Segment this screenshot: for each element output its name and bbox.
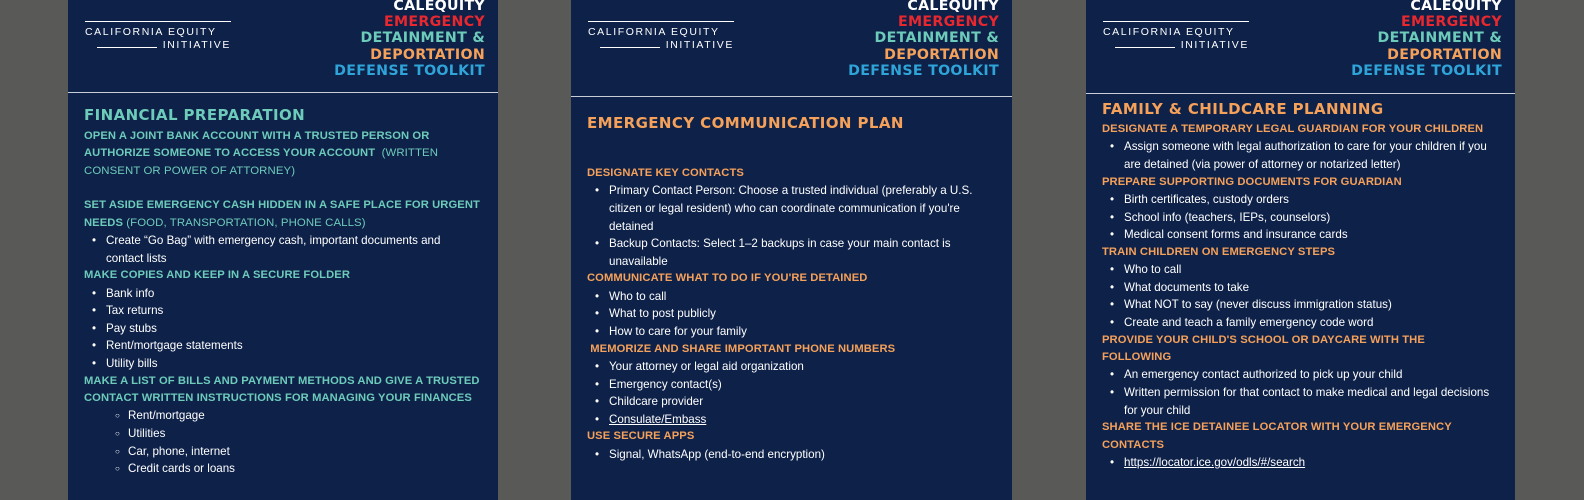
toolkit-title-line: DETAINMENT & [360, 30, 485, 47]
step-heading: COMMUNICATE WHAT TO DO IF YOU'RE DETAINED [587, 272, 868, 285]
bullet-list [587, 288, 994, 341]
page-content [587, 114, 994, 463]
list-item: • Primary Contact Person: Choose a trusted individual (preferably a U.S. citizen or legal resident) who can coordinate communication if you're detained [587, 182, 994, 235]
step-heading: USE SECURE APPS [587, 430, 695, 443]
step-heading: DESIGNATE KEY CONTACTS [587, 167, 744, 179]
bullet-list [587, 182, 994, 270]
toolkit-title-line: DETAINMENT & [1377, 30, 1502, 47]
bullet-list [1102, 261, 1497, 331]
toolkit-page-family [1086, 0, 1515, 500]
toolkit-page-financial [68, 0, 498, 500]
heading-note: (WRITTEN CONSENT OR POWER OF ATTORNEY) [84, 147, 439, 177]
heading-text: SET ASIDE EMERGENCY CASH HIDDEN IN A SAFE PLACE FOR URGENT NEEDS [84, 199, 480, 229]
toolkit-title-line: CALEQUITY [907, 0, 999, 14]
logo-rule-icon [588, 21, 734, 22]
header-divider [68, 92, 498, 93]
toolkit-title [1351, 0, 1502, 79]
logo-rule-icon [1115, 47, 1175, 48]
toolkit-title-line: DEPORTATION [370, 46, 485, 63]
step-heading: MAKE A LIST OF BILLS AND PAYMENT METHODS AND GIVE A TRUSTED CONTACT WRITTEN INSTRUCTIONS FOR MANAGING YOUR FINANCES [84, 374, 480, 404]
list-item: • Tax returns [84, 302, 480, 320]
list-item: • Create and teach a family emergency code word [1102, 314, 1497, 332]
list-item: • Who to call [587, 288, 994, 306]
sub-list-item: ○ Utilities [84, 425, 480, 443]
header-divider [571, 96, 1012, 97]
logo-line-2: INITIATIVE [1180, 39, 1249, 51]
logo-rule-icon [97, 47, 157, 48]
page-header [1086, 0, 1515, 92]
toolkit-title-line: CALEQUITY [393, 0, 485, 14]
list-item: • Written permission for that contact to make medical and legal decisions for your child [1102, 384, 1497, 419]
sub-bullet-list [84, 407, 480, 477]
logo-line-2: INITIATIVE [665, 39, 734, 51]
bullet-list [1102, 138, 1497, 173]
logo-line-1: CALIFORNIA EQUITY [85, 26, 217, 38]
list-item: • Signal, WhatsApp (end-to-end encryption) [587, 446, 994, 464]
list-item: • Rent/mortgage statements [84, 337, 480, 355]
step-heading: PREPARE SUPPORTING DOCUMENTS FOR GUARDIAN [1102, 175, 1402, 188]
step-heading: TRAIN CHILDREN ON EMERGENCY STEPS [1102, 245, 1336, 258]
toolkit-title-line: EMERGENCY [1400, 14, 1502, 31]
toolkit-title-line: DETAINMENT & [874, 30, 999, 47]
list-item: • Who to call [1102, 261, 1497, 279]
step-heading: SHARE THE ICE DETAINEE LOCATOR WITH YOUR EMERGENCY CONTACTS [1102, 421, 1452, 451]
bullet-list [587, 446, 994, 464]
heading-text: OPEN A JOINT BANK ACCOUNT WITH A TRUSTED PERSON OR AUTHORIZE SOMEONE TO ACCESS YOUR ACCOUNT [84, 130, 430, 160]
california-equity-logo [85, 21, 231, 52]
list-item: • Pay stubs [84, 320, 480, 338]
toolkit-title-line: CALEQUITY [1410, 0, 1502, 14]
heading-note: (FOOD, TRANSPORTATION, PHONE CALLS) [126, 216, 366, 229]
list-item: • Your attorney or legal aid organization [587, 358, 994, 376]
toolkit-title-line: DEPORTATION [1387, 46, 1502, 63]
toolkit-title-line: EMERGENCY [897, 14, 999, 31]
section-title: EMERGENCY COMMUNICATION PLAN [587, 114, 904, 132]
list-item: • Create “Go Bag” with emergency cash, important documents and contact lists [84, 232, 480, 267]
toolkit-page-communication [571, 0, 1012, 500]
step-heading: MEMORIZE AND SHARE IMPORTANT PHONE NUMBERS [587, 342, 896, 355]
logo-rule-icon [1103, 21, 1249, 22]
sub-list-item: ○ Rent/mortgage [84, 407, 480, 425]
page-header [68, 0, 498, 92]
toolkit-title-line: DEFENSE TOOLKIT [1351, 62, 1502, 79]
list-item: • School info (teachers, IEPs, counselors) [1102, 209, 1497, 227]
page-content [84, 106, 480, 478]
list-item: • Utility bills [84, 355, 480, 373]
bullet-list [1102, 366, 1497, 419]
bullet-list [84, 232, 480, 267]
step-heading [84, 197, 480, 232]
california-equity-logo [588, 21, 734, 52]
list-item: • What NOT to say (never discuss immigration status) [1102, 296, 1497, 314]
list-item: • What to post publicly [587, 305, 994, 323]
list-item: • Medical consent forms and insurance cards [1102, 226, 1497, 244]
toolkit-title-line: DEFENSE TOOLKIT [334, 62, 485, 79]
toolkit-title [334, 0, 485, 79]
consulate-link-item [587, 411, 994, 429]
step-heading: MAKE COPIES AND KEEP IN A SECURE FOLDER [84, 269, 351, 282]
logo-line-1: CALIFORNIA EQUITY [1103, 26, 1235, 38]
list-item: • Birth certificates, custody orders [1102, 191, 1497, 209]
list-item: • An emergency contact authorized to pick up your child [1102, 366, 1497, 384]
bullet-list [1102, 454, 1497, 472]
section-title: FINANCIAL PREPARATION [84, 106, 306, 124]
list-item: • Childcare provider [587, 393, 994, 411]
sub-list-item: ○ Car, phone, internet [84, 443, 480, 461]
list-item: • Bank info [84, 285, 480, 303]
list-item: • What documents to take [1102, 279, 1497, 297]
bullet-list [1102, 191, 1497, 244]
step-heading [84, 128, 480, 180]
bullet-list [84, 285, 480, 373]
step-heading: PROVIDE YOUR CHILD'S SCHOOL OR DAYCARE WITH THE FOLLOWING [1102, 333, 1425, 363]
list-item: • Backup Contacts: Select 1–2 backups in case your main contact is unavailable [587, 235, 994, 270]
bullet-list [587, 358, 994, 428]
sub-list-item: ○ Credit cards or loans [84, 460, 480, 478]
locator-link-item [1102, 454, 1497, 472]
page-content [1102, 100, 1497, 472]
toolkit-title-line: DEFENSE TOOLKIT [848, 62, 999, 79]
toolkit-title [848, 0, 999, 79]
list-item: • How to care for your family [587, 323, 994, 341]
logo-rule-icon [85, 21, 231, 22]
logo-line-2: INITIATIVE [162, 39, 231, 51]
list-item: • Emergency contact(s) [587, 376, 994, 394]
logo-line-1: CALIFORNIA EQUITY [588, 26, 720, 38]
logo-rule-icon [600, 47, 660, 48]
list-item: • Assign someone with legal authorization to care for your children if you are detained (via power of attorney or notarized letter) [1102, 138, 1497, 173]
consulate-link[interactable]: Consulate/Embass [609, 412, 707, 426]
section-title: FAMILY & CHILDCARE PLANNING [1102, 100, 1384, 118]
california-equity-logo [1103, 21, 1249, 52]
page-header [571, 0, 1012, 92]
toolkit-title-line: DEPORTATION [884, 46, 999, 63]
toolkit-title-line: EMERGENCY [383, 14, 485, 31]
step-heading: DESIGNATE A TEMPORARY LEGAL GUARDIAN FOR YOUR CHILDREN [1102, 123, 1484, 135]
ice-locator-link[interactable]: https://locator.ice.gov/odls/#/search [1124, 455, 1306, 469]
header-divider [1086, 93, 1515, 94]
